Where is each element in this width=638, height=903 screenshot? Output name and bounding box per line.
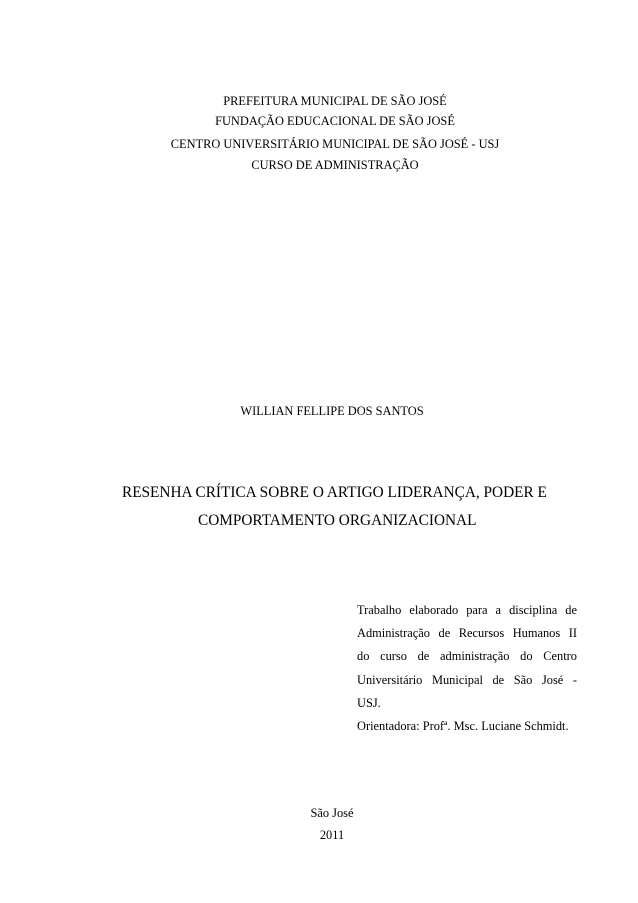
work-description (357, 599, 577, 738)
description-line: do curso de administração do Centro (357, 649, 577, 664)
header-prefeitura: PREFEITURA MUNICIPAL DE SÃO JOSÉ (223, 94, 447, 108)
description-line: Administração de Recursos Humanos II (357, 626, 577, 641)
header-fundacao: FUNDAÇÃO EDUCACIONAL DE SÃO JOSÉ (215, 114, 455, 128)
author-name: WILLIAN FELLIPE DOS SANTOS (240, 404, 424, 418)
footer-year: 2011 (319, 828, 345, 842)
description-line: USJ. (357, 695, 381, 710)
footer-city: São José (310, 806, 354, 820)
title-line-2: COMPORTAMENTO ORGANIZACIONAL (198, 512, 477, 529)
header-centro-universitario: CENTRO UNIVERSITÁRIO MUNICIPAL DE SÃO JOSÉ - USJ (170, 137, 500, 151)
header-curso: CURSO DE ADMINISTRAÇÃO (251, 158, 419, 172)
description-line: Universitário Municipal de São José - (357, 672, 577, 687)
advisor-line: Orientadora: Profª. Msc. Luciane Schmidt. (357, 718, 569, 733)
description-line: Trabalho elaborado para a disciplina de (357, 603, 577, 617)
title-line-1: RESENHA CRÍTICA SOBRE O ARTIGO LIDERANÇA, PODER E (122, 484, 547, 501)
